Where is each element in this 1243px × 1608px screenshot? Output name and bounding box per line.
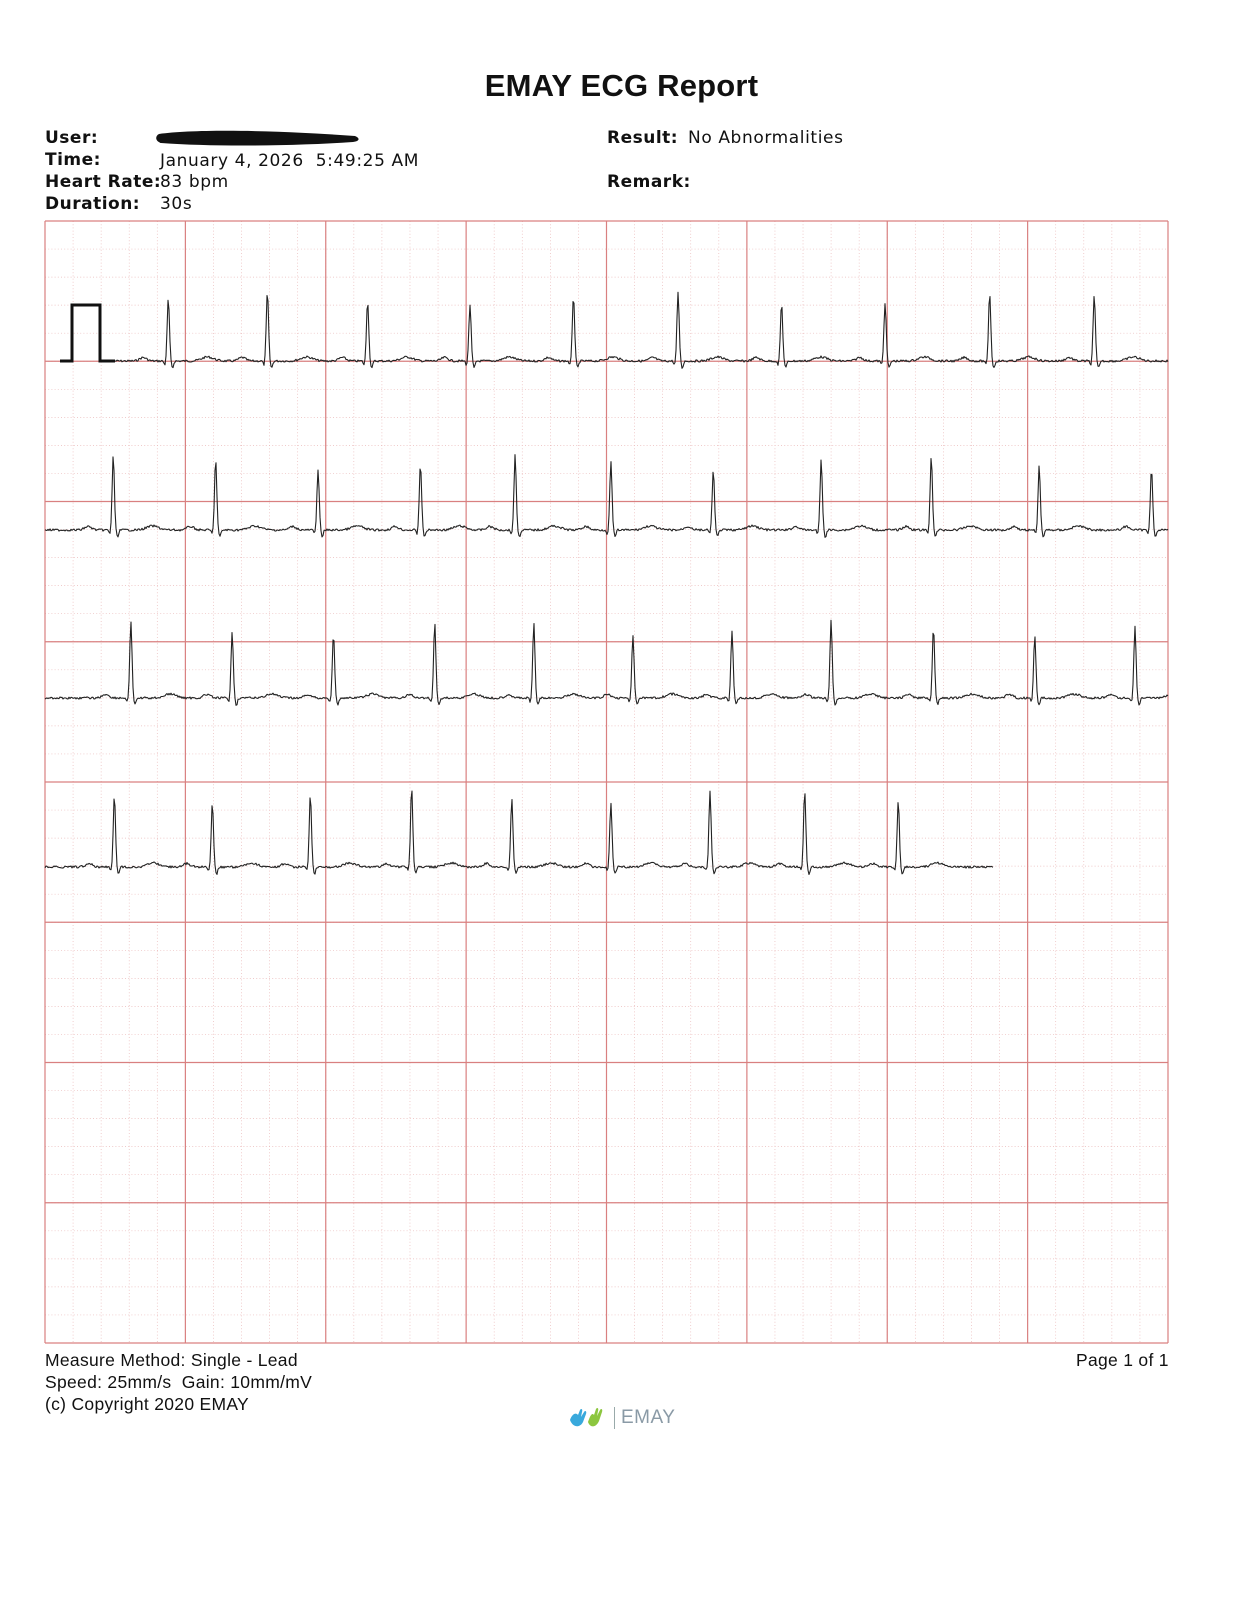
result-label: Result: [607,128,679,148]
duration-value: 30s [160,194,193,214]
measure-method: Measure Method: Single - Lead [45,1350,298,1370]
ecg-trace-strip-4 [45,791,993,874]
remark-label: Remark: [607,172,691,192]
time-label: Time: [45,150,101,170]
speed-gain: Speed: 25mm/s Gain: 10mm/mV [45,1372,313,1392]
time-value: January 4, 2026 5:49:25 AM [160,151,419,171]
copyright: (c) Copyright 2020 EMAY [45,1394,250,1414]
logo-text: EMAY [621,1407,676,1428]
logo-separator [614,1407,615,1429]
result-value: No Abnormalities [688,128,844,148]
heart-rate-value: 83 bpm [160,172,229,192]
duration-label: Duration: [45,194,141,214]
user-label: User: [45,128,99,148]
page-number: Page 1 of 1 [1076,1350,1169,1370]
report-title: EMAY ECG Report [484,68,759,103]
ecg-trace-strip-1 [115,292,1168,368]
heart-rate-label: Heart Rate: [45,172,162,192]
emay-logo [568,1406,675,1430]
emay-hands-icon [568,1406,608,1430]
